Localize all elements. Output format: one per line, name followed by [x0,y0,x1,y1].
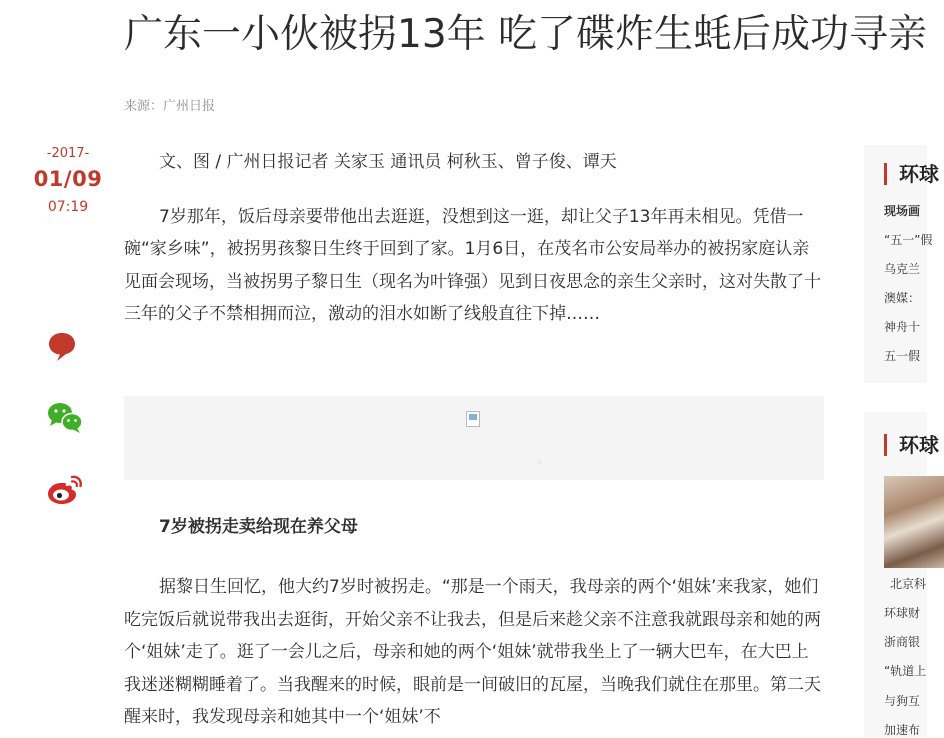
article-source: 来源：广州日报 [124,99,216,114]
sidebar-box-2-title: 环球 [884,434,939,456]
sidebar-thumbnail[interactable] [884,476,944,568]
weibo-share-button[interactable] [46,472,88,508]
sidebar-box-1-title: 环球 [884,163,939,185]
publish-date [30,140,106,215]
article-subheading: 7岁被拐走卖给现在养父母 [159,517,358,537]
article-body-paragraph: 据黎日生回忆，他大约7岁时被拐走。“那是一个雨天，我母亲的两个‘姐妹’来我家，她们吃完饭后就说带我出去逛街，开始父亲不让我去，但是后来趁父亲不注意我就跟母亲和她的两个‘姐妹’走了。逛了一会儿之后，母亲和她的两个‘姐妹’就带我坐上了一辆大巴车，在大巴上我迷迷糊糊睡着了。当我醒来的时候，眼前是一间破旧的瓦屋，当晚我们就住在那里。第二天醒来时，我发现母亲和她其中一个‘姐妹’不 [124,577,821,727]
sidebar-link[interactable]: 澳媒： [884,291,921,305]
sidebar-thumb-caption[interactable]: 北京科 [890,577,927,591]
sidebar-link[interactable]: 浙商银 [884,635,921,649]
sidebar-link[interactable]: 现场画 [884,204,921,218]
sidebar-link[interactable]: 加速布 [884,723,921,737]
sidebar-link[interactable]: 与狗互 [884,694,921,708]
sidebar-link[interactable]: “轨道上 [884,664,927,678]
weibo-icon [46,472,84,506]
sidebar-link[interactable]: 环球财 [884,606,921,620]
publish-time: 07:19 [47,199,89,215]
article-intro: 7岁那年，饭后母亲要带他出去逛逛，没想到这一逛，却让父子13年再未相见。凭借一碗“家乡味”，被拐男孩黎日生终于回到了家。1月6日，在茂名市公安局举办的被拐家庭认亲见面会现场，当被拐男子黎日生（现名为叶锋强）见到日夜思念的亲生父亲时，这对失散了十三年的父子不禁相拥而泣，激动的泪水如断了线般直往下掉…… [124,206,821,324]
speech-bubble-icon [46,330,78,362]
article-image-container [124,396,824,480]
sidebar-link[interactable]: 神舟十 [884,320,921,334]
article-byline: 文、图 / 广州日报记者 关家玉 通讯员 柯秋玉、曾子俊、谭天 [159,152,617,172]
wechat-share-button[interactable] [46,400,88,436]
article-title: 广东一小伙被拐13年 吃了碟炸生蚝后成功寻亲 [124,12,928,57]
sidebar-link[interactable]: 五一假 [884,349,921,363]
image-caption-dot: 。 [537,452,550,466]
image-caption: ░░░░░░░░░░░░░░░。 [398,452,550,466]
sidebar-box-2 [864,412,939,737]
sidebar-link[interactable]: 乌克兰 [884,262,921,276]
publish-day: 01/09 [33,167,103,191]
sidebar-link[interactable]: “五一”假 [884,233,933,247]
broken-image-icon [466,411,480,427]
comment-button[interactable] [46,330,88,366]
article-content [124,140,824,331]
publish-year: -2017- [46,146,90,161]
sidebar-box-1 [864,145,939,383]
wechat-icon [46,400,84,434]
